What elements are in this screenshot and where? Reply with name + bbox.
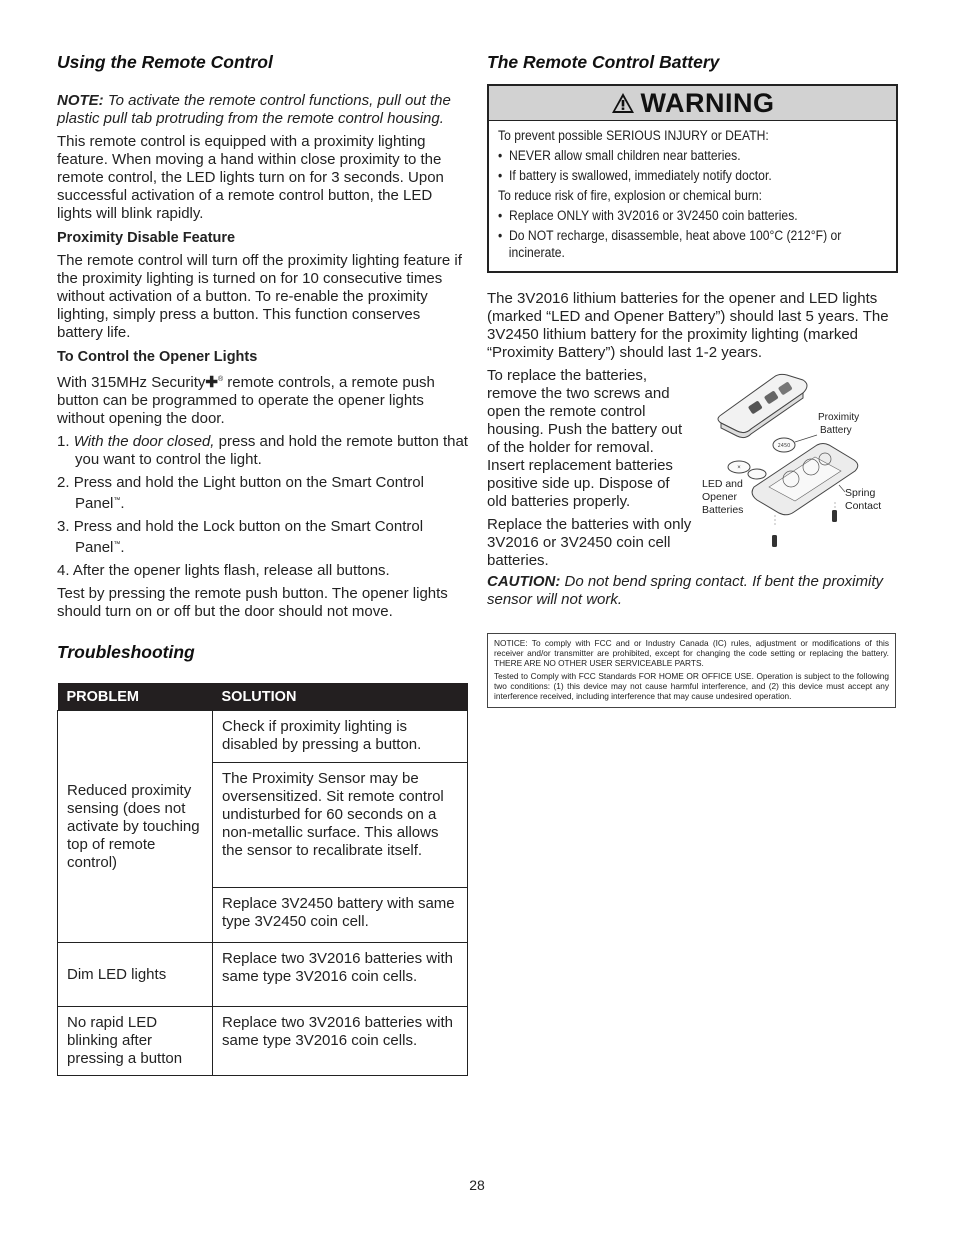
svg-text:×: ×: [737, 465, 741, 471]
security-plus-icon: ✚: [205, 374, 218, 391]
battery-diagram: [699, 367, 899, 552]
warning-bullet-text: NEVER allow small children near batteries.: [509, 148, 741, 163]
fcc-notice-2: Tested to Comply with FCC Standards FOR HOME OR OFFICE USE. Operation is subject to the following two conditions: (1) this device may not cause harmful interference, and (2) this device must accept any interference received, including interference that may cause undesired operation.: [494, 671, 889, 701]
proximity-disable-heading: Proximity Disable Feature: [57, 230, 236, 246]
opener-lights-text-b: remote controls, a remote push button can be programmed to operate the opener lights without opening the door.: [57, 374, 435, 427]
step-text: After the opener lights flash, release all buttons.: [72, 562, 390, 579]
caution-paragraph: [487, 573, 898, 609]
problem-cell: No rapid LED blinking after pressing a button: [58, 1007, 213, 1076]
label-led-2: Opener: [702, 491, 738, 503]
proximity-disable-text: The remote control will turn off the proximity lighting feature if the proximity lighting is turned on for 10 consecutive times without activation of a button. To re-enable the proximity lighting, simply press a button. This function conserves battery life.: [57, 252, 462, 341]
steps-list: [57, 433, 468, 580]
table-row: [58, 1007, 468, 1076]
registered-mark: ®: [217, 376, 224, 383]
table-row: [58, 943, 468, 1007]
warning-bullet: • Replace ONLY with 3V2016 or 3V2450 coin batteries.: [498, 208, 798, 223]
step-end: .: [120, 539, 125, 556]
label-proximity-1: Proximity: [818, 412, 860, 423]
step-item: [57, 474, 468, 513]
note-paragraph: [57, 92, 468, 128]
trademark-mark: ™: [113, 541, 121, 548]
intro-paragraph: This remote control is equipped with a proximity lighting feature. When moving a hand within close proximity to the remote control, the LED lights turn on for 3 seconds. Upon successful activation of a remote control button, the LED lights will blink rapidly.: [57, 133, 444, 222]
warning-bullet: • NEVER allow small children near batteries.: [498, 148, 741, 163]
page-number: 28: [469, 1177, 485, 1193]
troubleshooting-table: [57, 683, 468, 1076]
solution-cell: The Proximity Sensor may be oversensitized. Sit remote control undisturbed for 60 seconds on a non-metallic surface. This allows the sensor to recalibrate itself.: [213, 763, 468, 888]
step-text: Press and hold the Light button on the Smart Control Panel: [73, 474, 424, 512]
warning-bullet-text: Replace ONLY with 3V2016 or 3V2450 coin batteries.: [509, 208, 798, 223]
battery-life-paragraph: The 3V2016 lithium batteries for the opener and LED lights (marked “LED and Opener Battery”) should last 5 years. The 3V2450 lithium battery for the proximity lighting (marked “Proximity Battery”) should last 1-2 years.: [487, 290, 889, 361]
test-paragraph: Test by pressing the remote push button. The opener lights should turn on or off but the door should not move.: [57, 585, 448, 620]
step-item: [57, 518, 468, 557]
warning-header: [489, 86, 896, 121]
label-spring-1: Spring: [845, 487, 876, 499]
step-italic: With the door closed,: [73, 433, 215, 450]
section-heading-troubleshooting: Troubleshooting: [57, 642, 195, 662]
step-text: press and hold the remote button that you want to control the light.: [75, 433, 468, 468]
step-number: 4.: [57, 562, 73, 579]
warning-bullet-text: Do NOT recharge, disassemble, heat above 100°C (212°F) or incinerate.: [508, 228, 842, 260]
right-column: [487, 52, 898, 708]
step-number: 3.: [57, 518, 74, 535]
remote-housing-illustration: [718, 374, 807, 437]
left-column: [57, 52, 468, 1076]
trademark-mark: ™: [113, 497, 121, 504]
section-heading-battery: The Remote Control Battery: [487, 52, 720, 72]
section-heading-remote-control: Using the Remote Control: [57, 52, 273, 72]
svg-text:2450: 2450: [777, 443, 791, 449]
opener-lights-text: [57, 371, 468, 428]
table-row: [58, 711, 468, 763]
battery-replace-block: [487, 367, 898, 575]
warning-bullet: • Do NOT recharge, disassemble, heat above 100°C (212°F) or incinerate.: [498, 228, 842, 260]
warning-bullet-text: If battery is swallowed, immediately notify doctor.: [509, 168, 772, 183]
opener-lights-heading: To Control the Opener Lights: [57, 349, 258, 365]
warning-triangle-icon: [611, 92, 635, 114]
table-header-row: [58, 683, 468, 711]
solution-cell: Check if proximity lighting is disabled by pressing a button.: [213, 711, 468, 763]
warning-box: [487, 84, 898, 273]
step-item: [57, 433, 468, 469]
note-text: To activate the remote control functions, pull out the plastic pull tab protruding from the remote control housing.: [57, 92, 451, 127]
step-text: Press and hold the Lock button on the Smart Control Panel: [73, 518, 424, 556]
label-led-1: LED and: [702, 478, 743, 490]
warning-line: To prevent possible SERIOUS INJURY or DEATH:: [498, 128, 769, 143]
step-item: [57, 562, 468, 580]
solution-cell: Replace two 3V2016 batteries with same type 3V2016 coin cells.: [213, 943, 468, 1007]
warning-bullet: • If battery is swallowed, immediately notify doctor.: [498, 168, 772, 183]
solution-cell: Replace two 3V2016 batteries with same type 3V2016 coin cells.: [213, 1007, 468, 1076]
opener-lights-text-a: With 315MHz Security: [57, 374, 206, 391]
label-led-3: Batteries: [702, 504, 744, 516]
step-end: .: [120, 495, 125, 512]
caution-text: Do not bend spring contact. If bent the proximity sensor will not work.: [487, 573, 884, 608]
replace-paragraph: To replace the batteries, remove the two screws and open the remote control housing. Push the battery out of the holder for removal. Insert replacement batteries positive side up. Dispose of old batteries properly.: [487, 367, 683, 510]
column-header-problem: PROBLEM: [58, 683, 213, 711]
problem-cell: Reduced proximity sensing (does not activate by touching top of remote control): [58, 711, 213, 943]
column-header-solution: SOLUTION: [213, 683, 468, 711]
note-label: NOTE:: [57, 92, 104, 109]
warning-title: WARNING: [640, 87, 775, 118]
fcc-notice-1: NOTICE: To comply with FCC and or Industry Canada (IC) rules, adjustment or modifications of this receiver and/or transmitter are prohibited, except for changing the code setting or replacing the battery. THERE ARE NO OTHER USER SERVICEABLE PARTS.: [494, 638, 889, 668]
solution-cell: Replace 3V2450 battery with same type 3V2450 coin cell.: [213, 888, 468, 943]
replace-only-paragraph: Replace the batteries with only 3V2016 or 3V2450 coin cell batteries.: [487, 516, 692, 569]
warning-body: [489, 121, 894, 271]
label-spring-2: Contact: [845, 500, 882, 512]
step-number: 1.: [57, 433, 74, 450]
fcc-notice-box: [487, 633, 896, 708]
label-proximity-2: Battery: [820, 425, 852, 436]
step-number: 2.: [57, 474, 74, 491]
problem-cell: Dim LED lights: [58, 943, 213, 1007]
warning-line: To reduce risk of fire, explosion or chemical burn:: [498, 188, 763, 203]
caution-label: CAUTION:: [487, 573, 561, 590]
